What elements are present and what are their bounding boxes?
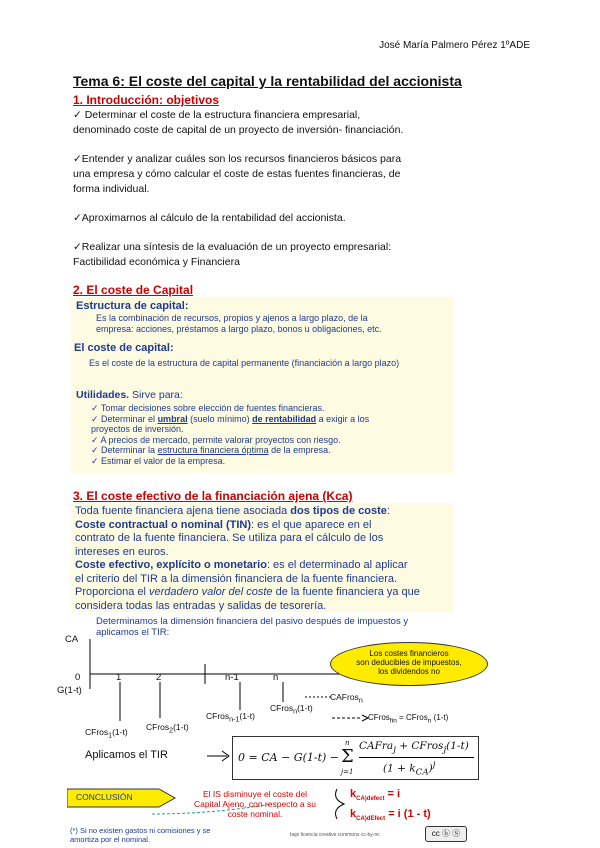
- label-cf1: [85, 727, 128, 740]
- objective-1-line-1: ✓ Determinar el coste de la estructura financiera empresarial,: [73, 109, 361, 121]
- kca-box: [71, 503, 454, 612]
- k1-sub: CA)defect: [356, 796, 385, 803]
- coste-text: Es el coste de la estructura de capital permanente (financiación a largo plazo): [89, 358, 400, 368]
- u2-rentabilidad: de rentabilidad: [252, 413, 317, 424]
- cfn1-main: CFros: [206, 711, 230, 721]
- page-title: Tema 6: El coste del capital y la rentabilidad del accionista: [73, 73, 462, 89]
- ellipse-l2: son deducibles de impuestos,: [356, 658, 462, 667]
- tick-2: 2: [156, 672, 162, 683]
- objectives: [73, 108, 453, 270]
- section-1-heading: 1. Introducción: objetivos: [73, 93, 220, 107]
- objective-1-line-2: denominado coste de capital de un proyecto de inversión- financiación.: [73, 124, 404, 136]
- u4-c: de la empresa.: [268, 445, 331, 455]
- tin-line-1: [75, 519, 450, 533]
- diagram-title-l2: aplicamos el TIR:: [96, 627, 170, 638]
- k1-main: k: [350, 788, 357, 800]
- ef-l3a: Proporciona el: [75, 586, 149, 598]
- estructura-text: [96, 313, 451, 335]
- tin-l1: : es el que aparece en el: [251, 518, 372, 531]
- diagram-title-l1: Determinamos la dimensión financiera del pasivo después de impuestos y: [96, 616, 409, 627]
- capital-cost-box: [71, 297, 454, 473]
- utilidad-3: ✓ A precios de mercado, permite valorar proyectos con riesgo.: [91, 434, 341, 445]
- num-1: CAFra: [359, 740, 394, 752]
- formula-left: 0 = CA − G(1-t) −: [238, 751, 339, 764]
- utilidades-sub: Sirve para:: [132, 389, 183, 401]
- objective-2-line-2: una empresa y cómo calcular el coste de estas fuentes financieras, de: [73, 168, 401, 180]
- tick-0: 0: [75, 672, 81, 683]
- label-cfn-equiv: [368, 713, 448, 725]
- tin-line-2: contrato de la fuente financiera. Se utiliza para el cálculo de los: [75, 532, 384, 544]
- utilidades: [76, 389, 183, 401]
- ef-line-4: considera todas las entradas y salidas de tesorería.: [75, 599, 327, 612]
- ellipse-l3: los dividendos no: [378, 667, 440, 676]
- coste-label: El coste de capital:: [74, 342, 174, 354]
- den-2: ): [428, 762, 433, 775]
- u2-a: ✓ Determinar el: [91, 413, 158, 424]
- utilidad-5: ✓ Estimar el valor de la empresa.: [91, 455, 226, 466]
- formula-denominator: [383, 760, 435, 778]
- k2-sub: CA)dEfect: [356, 816, 386, 823]
- ef-l1: : es el determinado al aplicar: [266, 559, 408, 571]
- cfn-main: CFros: [270, 703, 294, 713]
- tin-line-3: intereses en euros.: [75, 545, 169, 558]
- cf1-main: CFros: [85, 727, 109, 737]
- cf2-main: CFros: [146, 722, 170, 732]
- cafros-sub: n: [358, 696, 363, 705]
- label-g: G(1-t): [57, 685, 82, 696]
- den-sub: CA: [415, 767, 429, 778]
- ef-line-2: el criterio del TIR a la dimensión financiera de la fuente financiera.: [75, 572, 398, 585]
- cf2-tail: (1-t): [173, 722, 189, 732]
- label-cf2: [146, 722, 189, 735]
- intro-b: dos tipos de coste: [290, 505, 387, 517]
- cfn1-sub: n-1: [229, 715, 240, 724]
- cfneq-sub: fin: [389, 717, 397, 725]
- section-3-heading: 3. El coste efectivo de la financiación ajena (Kca): [73, 489, 353, 503]
- ellipse-l1: Los costes financieros: [369, 649, 449, 658]
- num-2: + CFros: [399, 740, 444, 752]
- ef-l3b: verdadero valor del coste: [149, 586, 273, 598]
- cfn1-tail: (1-t): [239, 711, 255, 721]
- objective-2-line-1: ✓Entender y analizar cuáles son los recursos financieros básicos para: [73, 153, 402, 165]
- estructura-line-1: Es la combinación de recursos, propios y ajenos a largo plazo, de la: [96, 313, 368, 323]
- cfneq-tail2: (1-t): [433, 713, 449, 722]
- utilidad-4: [91, 445, 451, 456]
- num-2-sub: j: [443, 745, 447, 756]
- cfneq-main: CFros: [368, 713, 390, 722]
- concl-l1: El IS disminuye el coste del: [203, 789, 307, 799]
- sum-bottom: j=1: [341, 768, 354, 776]
- ef-l3c: de la fuente financiera ya que: [272, 586, 420, 598]
- estructura-line-2: empresa: acciones, préstamos a largo plazo, bonos u obligaciones, etc.: [96, 324, 382, 334]
- label-cfn1: [206, 711, 255, 724]
- kca-intro: [75, 505, 450, 519]
- u4-estructura: estructura financiera óptima: [157, 445, 269, 455]
- cf1-sub: 1: [108, 731, 113, 740]
- u2-c: (suelo mínimo): [187, 413, 253, 424]
- intro-a: Toda fuente financiera ajena tiene asociada: [75, 505, 291, 517]
- ef-line-1: [75, 559, 450, 573]
- utilidad-2: [91, 414, 451, 425]
- formula-numerator: [359, 740, 469, 755]
- objective-2-line-3: forma individual.: [73, 183, 150, 195]
- tax-ellipse: [330, 642, 488, 686]
- objective-3: ✓Aproximarnos al cálculo de la rentabilidad del accionista.: [73, 212, 346, 224]
- utilidades-list: [91, 403, 451, 466]
- ef-line-3: [75, 586, 450, 600]
- fraction-bar: [359, 757, 474, 758]
- cc-license-icon: cc ⓑ Ⓢ: [425, 826, 467, 842]
- tir-label: Aplicamos el TIR: [85, 749, 168, 761]
- num-3: (1-t): [446, 740, 469, 752]
- utilidad-2-cont: proyectos de inversión.: [91, 424, 184, 434]
- u2-e: a exigir a los: [316, 413, 370, 424]
- cfn-sub: n: [293, 707, 298, 716]
- tin-label: Coste contractual o nominal (TIN): [75, 518, 252, 531]
- author-header: José María Palmero Pérez 1ºADE: [379, 40, 530, 51]
- label-cfn: [270, 703, 313, 716]
- den-1: (1 + k: [383, 762, 416, 775]
- footnote-l2: amortiza por el nominal.: [70, 835, 151, 844]
- footnote-l1: (*) Si no existen gastos ni comisiones y se: [70, 826, 211, 835]
- cfneq-tail-sub: n: [427, 717, 432, 725]
- conclusion-text: [180, 789, 330, 819]
- k2-main: k: [350, 808, 357, 820]
- utilidades-label: Utilidades.: [76, 389, 130, 401]
- u4-a: ✓ Determinar la: [91, 445, 158, 455]
- cf2-sub: 2: [169, 726, 174, 735]
- estructura-label: Estructura de capital:: [76, 300, 189, 312]
- label-ca: CA: [65, 634, 79, 645]
- footnote: [70, 826, 210, 844]
- objective-4-line-2: Factibilidad económica y Financiera: [73, 256, 240, 268]
- k2-rhs: = i (1 - t): [388, 808, 431, 820]
- license-text: bajo licencia creative commons cc-by-nc: [290, 832, 380, 838]
- brace: [336, 789, 344, 819]
- cfn-tail: (1-t): [297, 703, 313, 713]
- tick-n: n: [273, 672, 279, 683]
- k-effective: [350, 808, 431, 822]
- tir-formula: [232, 736, 479, 780]
- cafros-main: CAFros: [330, 692, 359, 702]
- section-2-heading: 2. El coste de Capital: [73, 283, 194, 297]
- conclusion-label: CONCLUSIÓN: [76, 792, 133, 802]
- ef-label: Coste efectivo, explícito o monetario: [75, 559, 267, 571]
- label-cafros: [330, 692, 363, 705]
- concl-l3: coste nominal.: [227, 809, 283, 819]
- den-sup: j: [432, 760, 436, 770]
- cashflow-diagram: [57, 614, 492, 829]
- concl-l2: Capital Ajeno, con respecto a su: [194, 799, 316, 809]
- utilidad-1: ✓ Tomar decisiones sobre elección de fuentes financieras.: [91, 403, 325, 413]
- cf1-tail: (1-t): [112, 727, 128, 737]
- u2-umbral: umbral: [157, 413, 188, 424]
- tick-1: 1: [116, 672, 122, 683]
- num-1-sub: j: [393, 745, 396, 756]
- objective-4-line-1: ✓Realizar una síntesis de la evaluación de un proyecto empresarial:: [73, 241, 392, 253]
- tick-n1: n-1: [225, 672, 239, 683]
- k1-rhs: = i: [387, 788, 401, 800]
- sum-sign: Σ: [341, 746, 354, 767]
- intro-c: :: [386, 505, 390, 517]
- k-nominal: [350, 788, 400, 802]
- cfneq-tail: = CFros: [399, 713, 428, 722]
- sum-top: n: [345, 739, 350, 747]
